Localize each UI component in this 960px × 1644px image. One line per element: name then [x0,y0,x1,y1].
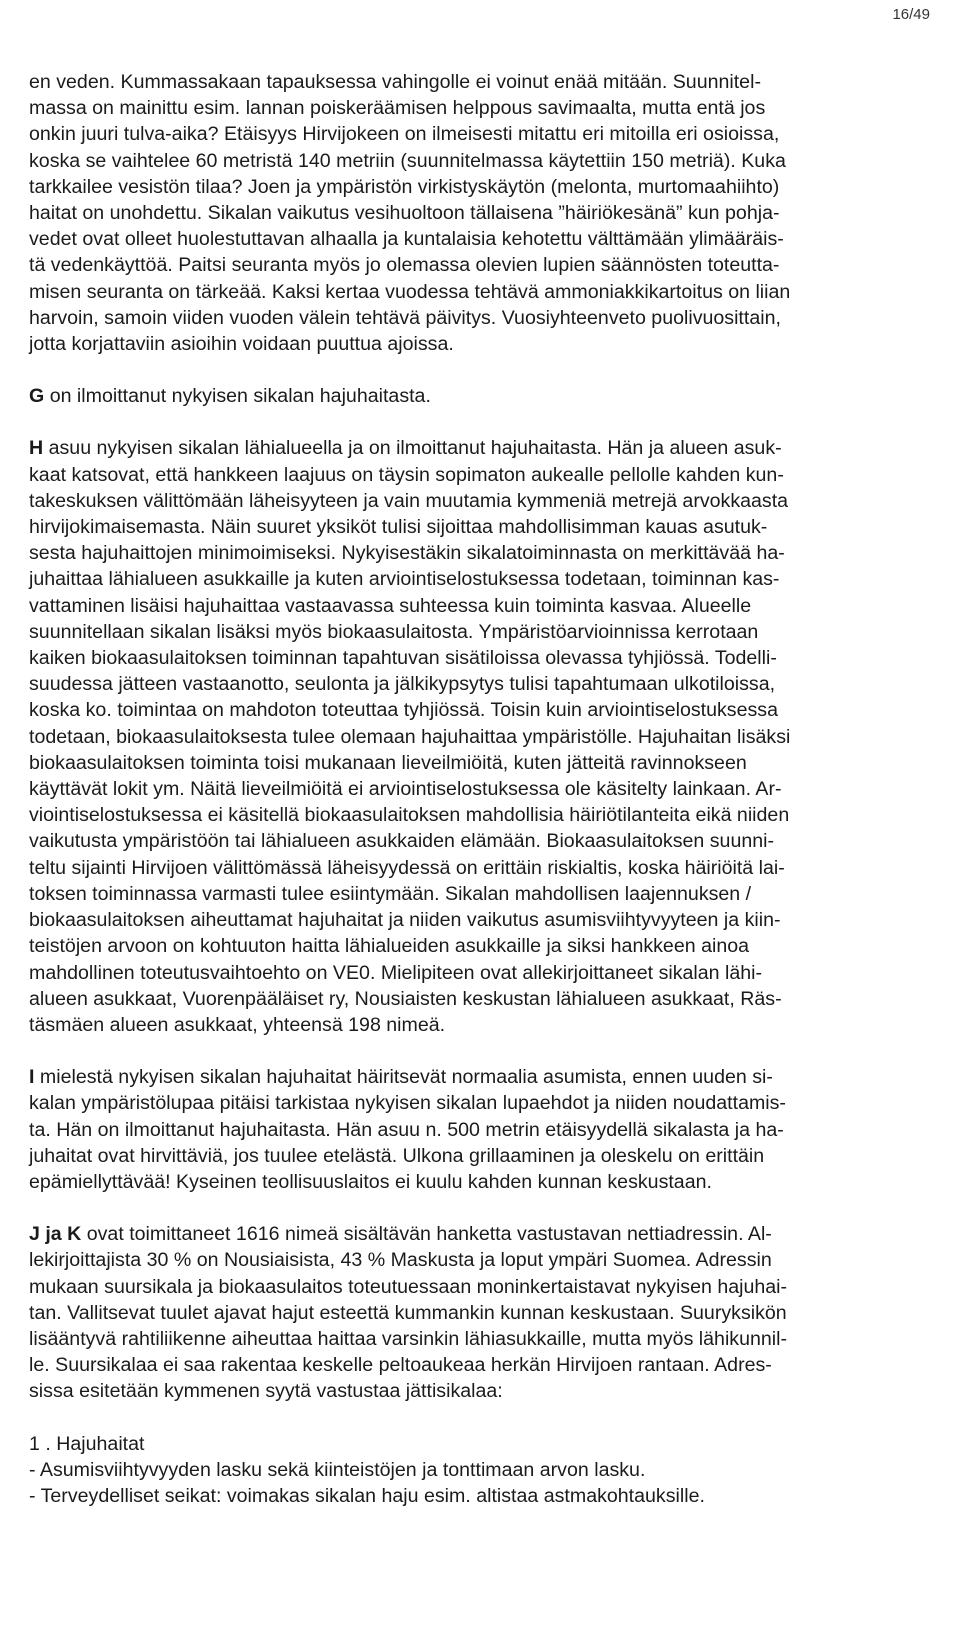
text-line: kalan ympäristölupaa pitäisi tarkistaa nykyisen sikalan lupaehdot ja niiden noudattamis- [29,1092,786,1115]
text-line [29,383,939,409]
text-line: takeskuksen välittömään läheisyyteen ja vain muutamia kymmeniä metrejä arvokkaasta [29,489,789,512]
text-line: kaat katsovat, että hankkeen laajuus on täysin sopimaton aukealle pellolle kahden kun- [29,463,784,486]
document-body [29,69,939,1509]
text-line: harvoin, samoin viiden vuoden välein tehtävä päivitys. Vuosiyhteenveto puolivuosittain, [29,306,781,329]
page-number: 16/49 [892,6,930,23]
text-line: teistöjen arvoon on kohtuuton haitta lähialueiden asukkaille ja siksi hankkeen ainoa [29,935,750,958]
text-line: lekirjoittajista 30 % on Nousiaisista, 43 % Maskusta ja loput ympäri Suomea. Adressin [29,1249,772,1272]
text-line: mukaan suursikala ja biokaasulaitos toteutuessaan moninkertaistavat nykyisen hajuhai- [29,1275,788,1298]
text-line: toksen toiminnassa varmasti tulee esiintymään. Sikalan mahdollisen laajennuksen / [29,882,752,905]
list-item: - Terveydelliset seikat: voimakas sikalan haju esim. altistaa astmakohtauksille. [29,1484,705,1507]
text-line: biokaasulaitoksen toiminta toisi mukanaan lieveilmiöitä, kuten jätteitä ravinnokseen [29,751,747,774]
paragraph-lead: J ja K [29,1223,82,1246]
text-line: haitat on unohdettu. Sikalan vaikutus vesihuoltoon tällaisena ”häiriökesänä” kun pohja- [29,202,780,225]
list-item: - Asumisviihtyvyyden lasku sekä kiinteistöjen ja tonttimaan arvon lasku. [29,1458,646,1481]
text-line: käyttävät lokit ym. Näitä lieveilmiöitä ei arviointiselostuksessa ole käsitelty lainkaan. Ar- [29,778,782,801]
text-line: biokaasulaitoksen aiheuttamat hajuhaitat ja niiden vaikutus asumisviihtyvyyteen ja kiin- [29,909,781,932]
text-line: suunnitellaan sikalan lisäksi myös biokaasulaitosta. Ympäristöarvioinnissa kerrotaan [29,620,759,643]
paragraph-g [29,383,939,409]
text-line: en veden. Kummassakaan tapauksessa vahingolle ei voinut enää mitään. Suunnitel- [29,71,761,93]
text-line: ta. Hän on ilmoittanut hajuhaitasta. Hän asuu n. 500 metrin etäisyydellä sikalasta ja ha- [29,1118,784,1141]
list-item: 1 . Hajuhaitat [29,1432,145,1455]
text-line: le. Suursikalaa ei saa rakentaa keskelle peltoaukeaa herkän Hirvijoen rantaan. Adres- [29,1354,772,1377]
reasons-list [29,1431,939,1510]
paragraph-lead: G [29,385,45,408]
text-line: sesta hajuhaittojen minimoimiseksi. Nykyisestäkin sikalatoiminnasta on merkittävää ha- [29,542,785,565]
text-line: mahdollinen toteutusvaihtoehto on VE0. Mielipiteen ovat allekirjoittaneet sikalan lähi- [29,961,763,984]
text-line: alueen asukkaat, Vuorenpääläiset ry, Nousiaisten keskustan lähialueen asukkaat, Räs- [29,987,782,1010]
text-line [29,1221,939,1247]
text-line: vaikutusta ympäristöön tai lähialueen asukkaiden elämään. Biokaasulaitoksen suunni- [29,830,775,853]
paragraph-1 [29,69,939,357]
text-line: tan. Vallitsevat tuulet ajavat hajut esteettä kummankin kunnan keskustaan. Suuryksikön [29,1301,787,1324]
paragraph-i [29,1064,939,1195]
paragraph-j-ja-k [29,1221,939,1404]
text-line: kaiken biokaasulaitoksen toiminnan tapahtuvan sisätiloissa olevassa tyhjiössä. Todelli- [29,647,777,670]
text-line: hirvijokimaisemasta. Näin suuret yksiköt tulisi sijoittaa mahdollisimman kauas asutuk- [29,516,768,539]
text-line: vattaminen lisäisi hajuhaittaa vastaavassa suhteessa kuin toiminta kasvaa. Alueelle [29,594,752,617]
text-line: jotta korjattaviin asioihin voidaan puuttua ajoissa. [29,333,454,356]
text-line: massa on mainittu esim. lannan poiskeräämisen helppous savimaalta, mutta entä jos [29,97,766,120]
text-line: koska se vaihtelee 60 metristä 140 metriin (suunnitelmassa käytettiin 150 metriä). Kuka [29,149,786,172]
paragraph-h [29,435,939,1038]
text-line: misen seuranta on tärkeää. Kaksi kertaa vuodessa tehtävä ammoniakkikartoitus on liian [29,280,791,303]
text-line: epämiellyttävää! Kyseinen teollisuuslaitos ei kuulu kahden kunnan keskustaan. [29,1170,712,1193]
text-line: juhaittaa lähialueen asukkaille ja kuten arviointiselostuksessa todetaan, toiminnan kas- [29,568,780,591]
text-line: vedet ovat olleet huolestuttavan alhaalla ja kuntalaisia kehotettu välttämään ylimääräis- [29,228,784,251]
text-line-rest: mielestä nykyisen sikalan hajuhaitat häiritsevät normaalia asumista, ennen uuden si- [34,1066,773,1089]
text-line: tarkkailee vesistön tilaa? Joen ja ympäristön virkistyskäytön (melonta, murtomaahiihto) [29,175,780,198]
text-line: todetaan, biokaasulaitoksesta tulee olemaan hajuhaittaa ympäristölle. Hajuhaitan lisäksi [29,725,791,748]
text-line: lisääntyvä rahtiliikenne aiheuttaa haittaa varsinkin lähiasukkaille, mutta myös lähikunnil- [29,1327,788,1350]
paragraph-lead: H [29,437,44,460]
text-line: koska ko. toimintaa on mahdoton toteuttaa tyhjiössä. Toisin kuin arviointiselostuksessa [29,699,778,722]
text-line: onkin juuri tulva-aika? Etäisyys Hirvijokeen on ilmeisesti mitattu eri mitoilla eri osioissa, [29,123,780,146]
text-line: täsmäen alueen asukkaat, yhteensä 198 nimeä. [29,1013,446,1036]
text-line: teltu sijainti Hirvijoen välittömässä läheisyydessä on erittäin riskialtis, koska häiriöitä lai- [29,856,785,879]
text-line: viointiselostuksessa ei käsitellä biokaasulaitoksen mahdollisia häiriötilanteita eikä niiden [29,804,790,827]
text-line: sissa esitetään kymmenen syytä vastustaa jättisikalaa: [29,1380,503,1403]
text-line [29,435,939,461]
text-line-rest: ovat toimittaneet 1616 nimeä sisältävän hanketta vastustavan nettiadressin. Al- [81,1223,772,1246]
text-line: juhaitat ovat hirvittäviä, jos tuulee etelästä. Ulkona grillaaminen ja oleskelu on erittäin [29,1144,765,1167]
paragraph-lead: I [29,1066,35,1089]
text-line [29,1064,939,1090]
text-line: suudessa jätteen vastaanotto, seulonta ja jälkikypsytys tulisi tapahtumaan ulkotiloissa, [29,673,776,696]
text-line-rest: asuu nykyisen sikalan lähialueella ja on ilmoittanut hajuhaitasta. Hän ja alueen asuk- [43,437,782,460]
text-line-rest: on ilmoittanut nykyisen sikalan hajuhaitasta. [44,385,431,408]
text-line: tä vedenkäyttöä. Paitsi seuranta myös jo olemassa olevien lupien säännösten toteutta- [29,254,780,277]
